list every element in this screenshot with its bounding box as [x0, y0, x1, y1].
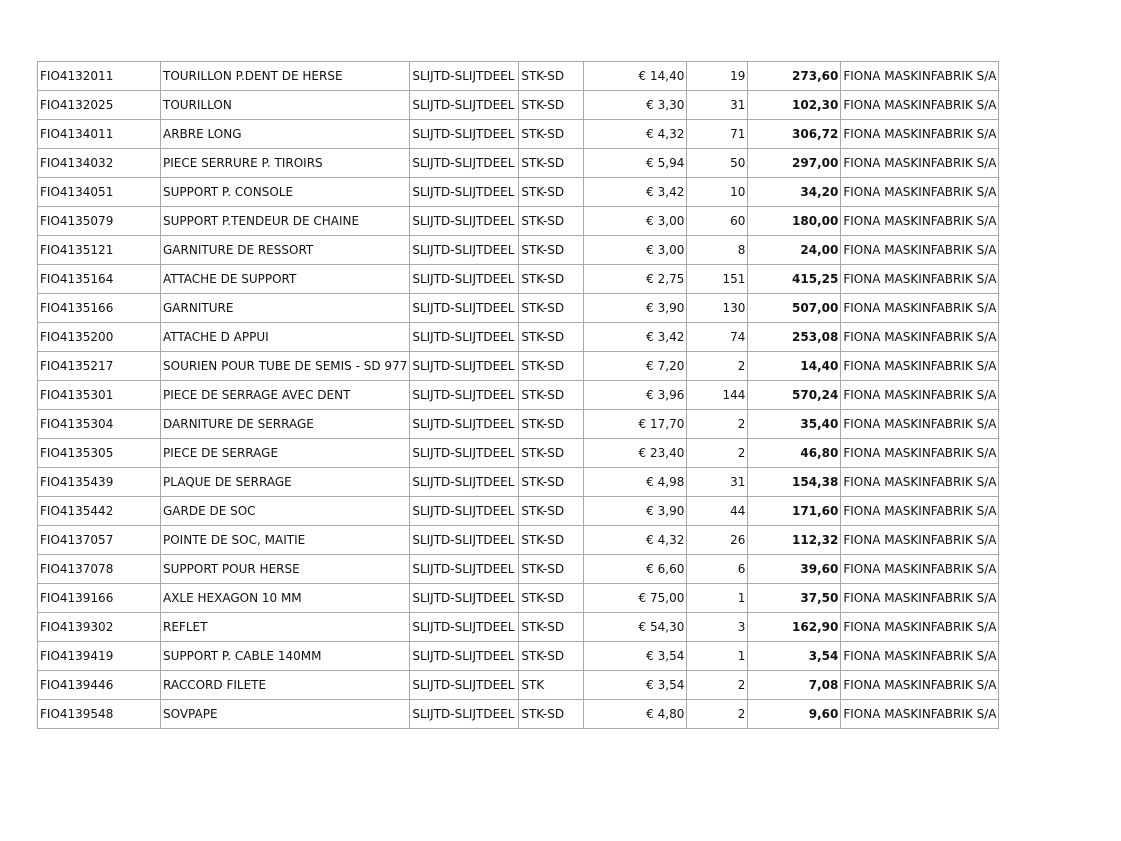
category-cell: SLIJTD-SLIJTDEEL: [410, 613, 519, 642]
table-row: [38, 178, 999, 207]
supplier-cell: FIONA MASKINFABRIK S/A: [841, 613, 999, 642]
quantity-cell: 50: [687, 149, 748, 178]
quantity-cell: 2: [687, 671, 748, 700]
quantity-cell: 74: [687, 323, 748, 352]
category-cell: SLIJTD-SLIJTDEEL: [410, 526, 519, 555]
supplier-cell: FIONA MASKINFABRIK S/A: [841, 236, 999, 265]
table-row: [38, 381, 999, 410]
description-cell: GARNITURE: [161, 294, 410, 323]
supplier-cell: FIONA MASKINFABRIK S/A: [841, 555, 999, 584]
category-cell: SLIJTD-SLIJTDEEL: [410, 497, 519, 526]
unit-cell: STK-SD: [519, 642, 584, 671]
unit-cell: STK-SD: [519, 381, 584, 410]
category-cell: SLIJTD-SLIJTDEEL: [410, 439, 519, 468]
supplier-cell: FIONA MASKINFABRIK S/A: [841, 149, 999, 178]
table-row: [38, 62, 999, 91]
line-total-cell: 253,08: [748, 323, 841, 352]
parts-table-body: [38, 62, 999, 729]
supplier-cell: FIONA MASKINFABRIK S/A: [841, 265, 999, 294]
unit-cell: STK-SD: [519, 410, 584, 439]
table-row: [38, 584, 999, 613]
table-row: [38, 700, 999, 729]
supplier-cell: FIONA MASKINFABRIK S/A: [841, 178, 999, 207]
category-cell: SLIJTD-SLIJTDEEL: [410, 381, 519, 410]
table-row: [38, 497, 999, 526]
article-code-cell: FIO4135217: [38, 352, 161, 381]
unit-cell: STK-SD: [519, 91, 584, 120]
line-total-cell: 570,24: [748, 381, 841, 410]
description-cell: PIECE DE SERRAGE AVEC DENT: [161, 381, 410, 410]
quantity-cell: 71: [687, 120, 748, 149]
article-code-cell: FIO4139302: [38, 613, 161, 642]
line-total-cell: 415,25: [748, 265, 841, 294]
unit-price-cell: € 3,96: [584, 381, 687, 410]
unit-cell: STK: [519, 671, 584, 700]
unit-price-cell: € 23,40: [584, 439, 687, 468]
quantity-cell: 2: [687, 700, 748, 729]
article-code-cell: FIO4135301: [38, 381, 161, 410]
category-cell: SLIJTD-SLIJTDEEL: [410, 149, 519, 178]
unit-cell: STK-SD: [519, 352, 584, 381]
table-row: [38, 410, 999, 439]
description-cell: TOURILLON: [161, 91, 410, 120]
unit-cell: STK-SD: [519, 700, 584, 729]
article-code-cell: FIO4135121: [38, 236, 161, 265]
category-cell: SLIJTD-SLIJTDEEL: [410, 584, 519, 613]
line-total-cell: 273,60: [748, 62, 841, 91]
unit-price-cell: € 4,98: [584, 468, 687, 497]
article-code-cell: FIO4137057: [38, 526, 161, 555]
unit-cell: STK-SD: [519, 323, 584, 352]
article-code-cell: FIO4132011: [38, 62, 161, 91]
article-code-cell: FIO4135439: [38, 468, 161, 497]
quantity-cell: 44: [687, 497, 748, 526]
article-code-cell: FIO4135305: [38, 439, 161, 468]
unit-price-cell: € 4,80: [584, 700, 687, 729]
article-code-cell: FIO4135442: [38, 497, 161, 526]
article-code-cell: FIO4135079: [38, 207, 161, 236]
unit-cell: STK-SD: [519, 497, 584, 526]
unit-cell: STK-SD: [519, 613, 584, 642]
unit-price-cell: € 14,40: [584, 62, 687, 91]
unit-price-cell: € 3,90: [584, 294, 687, 323]
quantity-cell: 1: [687, 584, 748, 613]
article-code-cell: FIO4135164: [38, 265, 161, 294]
supplier-cell: FIONA MASKINFABRIK S/A: [841, 91, 999, 120]
description-cell: RACCORD FILETE: [161, 671, 410, 700]
description-cell: ATTACHE D APPUI: [161, 323, 410, 352]
supplier-cell: FIONA MASKINFABRIK S/A: [841, 352, 999, 381]
quantity-cell: 2: [687, 410, 748, 439]
supplier-cell: FIONA MASKINFABRIK S/A: [841, 584, 999, 613]
quantity-cell: 2: [687, 352, 748, 381]
article-code-cell: FIO4139446: [38, 671, 161, 700]
unit-price-cell: € 3,30: [584, 91, 687, 120]
category-cell: SLIJTD-SLIJTDEEL: [410, 323, 519, 352]
quantity-cell: 60: [687, 207, 748, 236]
unit-price-cell: € 2,75: [584, 265, 687, 294]
table-row: [38, 555, 999, 584]
line-total-cell: 171,60: [748, 497, 841, 526]
unit-price-cell: € 54,30: [584, 613, 687, 642]
quantity-cell: 31: [687, 468, 748, 497]
description-cell: SUPPORT P.TENDEUR DE CHAINE: [161, 207, 410, 236]
table-row: [38, 323, 999, 352]
quantity-cell: 3: [687, 613, 748, 642]
table-row: [38, 671, 999, 700]
line-total-cell: 102,30: [748, 91, 841, 120]
description-cell: PLAQUE DE SERRAGE: [161, 468, 410, 497]
article-code-cell: FIO4134051: [38, 178, 161, 207]
article-code-cell: FIO4134032: [38, 149, 161, 178]
line-total-cell: 3,54: [748, 642, 841, 671]
unit-price-cell: € 17,70: [584, 410, 687, 439]
supplier-cell: FIONA MASKINFABRIK S/A: [841, 642, 999, 671]
supplier-cell: FIONA MASKINFABRIK S/A: [841, 439, 999, 468]
line-total-cell: 34,20: [748, 178, 841, 207]
category-cell: SLIJTD-SLIJTDEEL: [410, 62, 519, 91]
article-code-cell: FIO4139166: [38, 584, 161, 613]
parts-table: [37, 61, 999, 729]
description-cell: SUPPORT P. CABLE 140MM: [161, 642, 410, 671]
supplier-cell: FIONA MASKINFABRIK S/A: [841, 207, 999, 236]
description-cell: PIECE SERRURE P. TIROIRS: [161, 149, 410, 178]
line-total-cell: 306,72: [748, 120, 841, 149]
quantity-cell: 151: [687, 265, 748, 294]
supplier-cell: FIONA MASKINFABRIK S/A: [841, 294, 999, 323]
quantity-cell: 10: [687, 178, 748, 207]
category-cell: SLIJTD-SLIJTDEEL: [410, 410, 519, 439]
unit-cell: STK-SD: [519, 236, 584, 265]
article-code-cell: FIO4139419: [38, 642, 161, 671]
unit-price-cell: € 3,54: [584, 671, 687, 700]
quantity-cell: 6: [687, 555, 748, 584]
unit-cell: STK-SD: [519, 526, 584, 555]
category-cell: SLIJTD-SLIJTDEEL: [410, 352, 519, 381]
line-total-cell: 154,38: [748, 468, 841, 497]
supplier-cell: FIONA MASKINFABRIK S/A: [841, 381, 999, 410]
unit-price-cell: € 5,94: [584, 149, 687, 178]
unit-cell: STK-SD: [519, 120, 584, 149]
supplier-cell: FIONA MASKINFABRIK S/A: [841, 671, 999, 700]
description-cell: TOURILLON P.DENT DE HERSE: [161, 62, 410, 91]
quantity-cell: 26: [687, 526, 748, 555]
category-cell: SLIJTD-SLIJTDEEL: [410, 468, 519, 497]
table-row: [38, 613, 999, 642]
line-total-cell: 35,40: [748, 410, 841, 439]
unit-price-cell: € 7,20: [584, 352, 687, 381]
table-row: [38, 207, 999, 236]
description-cell: GARNITURE DE RESSORT: [161, 236, 410, 265]
table-row: [38, 149, 999, 178]
table-row: [38, 294, 999, 323]
unit-cell: STK-SD: [519, 62, 584, 91]
table-row: [38, 236, 999, 265]
category-cell: SLIJTD-SLIJTDEEL: [410, 700, 519, 729]
article-code-cell: FIO4135304: [38, 410, 161, 439]
category-cell: SLIJTD-SLIJTDEEL: [410, 91, 519, 120]
category-cell: SLIJTD-SLIJTDEEL: [410, 642, 519, 671]
category-cell: SLIJTD-SLIJTDEEL: [410, 294, 519, 323]
supplier-cell: FIONA MASKINFABRIK S/A: [841, 468, 999, 497]
line-total-cell: 162,90: [748, 613, 841, 642]
quantity-cell: 31: [687, 91, 748, 120]
line-total-cell: 7,08: [748, 671, 841, 700]
supplier-cell: FIONA MASKINFABRIK S/A: [841, 62, 999, 91]
article-code-cell: FIO4134011: [38, 120, 161, 149]
unit-cell: STK-SD: [519, 468, 584, 497]
description-cell: ATTACHE DE SUPPORT: [161, 265, 410, 294]
supplier-cell: FIONA MASKINFABRIK S/A: [841, 410, 999, 439]
article-code-cell: FIO4132025: [38, 91, 161, 120]
line-total-cell: 39,60: [748, 555, 841, 584]
unit-price-cell: € 4,32: [584, 526, 687, 555]
description-cell: POINTE DE SOC, MAITIE: [161, 526, 410, 555]
unit-price-cell: € 4,32: [584, 120, 687, 149]
description-cell: DARNITURE DE SERRAGE: [161, 410, 410, 439]
supplier-cell: FIONA MASKINFABRIK S/A: [841, 700, 999, 729]
unit-price-cell: € 3,90: [584, 497, 687, 526]
unit-cell: STK-SD: [519, 178, 584, 207]
description-cell: ARBRE LONG: [161, 120, 410, 149]
unit-cell: STK-SD: [519, 555, 584, 584]
line-total-cell: 9,60: [748, 700, 841, 729]
supplier-cell: FIONA MASKINFABRIK S/A: [841, 323, 999, 352]
unit-cell: STK-SD: [519, 265, 584, 294]
line-total-cell: 24,00: [748, 236, 841, 265]
description-cell: SUPPORT POUR HERSE: [161, 555, 410, 584]
category-cell: SLIJTD-SLIJTDEEL: [410, 207, 519, 236]
line-total-cell: 14,40: [748, 352, 841, 381]
supplier-cell: FIONA MASKINFABRIK S/A: [841, 497, 999, 526]
unit-cell: STK-SD: [519, 207, 584, 236]
line-total-cell: 180,00: [748, 207, 841, 236]
table-row: [38, 439, 999, 468]
unit-price-cell: € 3,54: [584, 642, 687, 671]
description-cell: SOVPAPE: [161, 700, 410, 729]
category-cell: SLIJTD-SLIJTDEEL: [410, 671, 519, 700]
unit-price-cell: € 3,42: [584, 178, 687, 207]
article-code-cell: FIO4135166: [38, 294, 161, 323]
supplier-cell: FIONA MASKINFABRIK S/A: [841, 526, 999, 555]
unit-price-cell: € 3,42: [584, 323, 687, 352]
line-total-cell: 507,00: [748, 294, 841, 323]
unit-cell: STK-SD: [519, 584, 584, 613]
description-cell: SOURIEN POUR TUBE DE SEMIS - SD 977: [161, 352, 410, 381]
unit-cell: STK-SD: [519, 149, 584, 178]
table-row: [38, 120, 999, 149]
article-code-cell: FIO4139548: [38, 700, 161, 729]
category-cell: SLIJTD-SLIJTDEEL: [410, 178, 519, 207]
unit-price-cell: € 3,00: [584, 207, 687, 236]
table-row: [38, 468, 999, 497]
line-total-cell: 46,80: [748, 439, 841, 468]
article-code-cell: FIO4137078: [38, 555, 161, 584]
quantity-cell: 2: [687, 439, 748, 468]
unit-price-cell: € 75,00: [584, 584, 687, 613]
line-total-cell: 112,32: [748, 526, 841, 555]
quantity-cell: 19: [687, 62, 748, 91]
table-row: [38, 91, 999, 120]
quantity-cell: 8: [687, 236, 748, 265]
category-cell: SLIJTD-SLIJTDEEL: [410, 265, 519, 294]
table-row: [38, 526, 999, 555]
quantity-cell: 144: [687, 381, 748, 410]
unit-price-cell: € 6,60: [584, 555, 687, 584]
description-cell: AXLE HEXAGON 10 MM: [161, 584, 410, 613]
description-cell: SUPPORT P. CONSOLE: [161, 178, 410, 207]
quantity-cell: 130: [687, 294, 748, 323]
line-total-cell: 297,00: [748, 149, 841, 178]
category-cell: SLIJTD-SLIJTDEEL: [410, 555, 519, 584]
description-cell: GARDE DE SOC: [161, 497, 410, 526]
table-row: [38, 352, 999, 381]
table-row: [38, 265, 999, 294]
category-cell: SLIJTD-SLIJTDEEL: [410, 236, 519, 265]
category-cell: SLIJTD-SLIJTDEEL: [410, 120, 519, 149]
unit-cell: STK-SD: [519, 294, 584, 323]
quantity-cell: 1: [687, 642, 748, 671]
article-code-cell: FIO4135200: [38, 323, 161, 352]
line-total-cell: 37,50: [748, 584, 841, 613]
unit-price-cell: € 3,00: [584, 236, 687, 265]
description-cell: PIECE DE SERRAGE: [161, 439, 410, 468]
description-cell: REFLET: [161, 613, 410, 642]
supplier-cell: FIONA MASKINFABRIK S/A: [841, 120, 999, 149]
table-row: [38, 642, 999, 671]
unit-cell: STK-SD: [519, 439, 584, 468]
